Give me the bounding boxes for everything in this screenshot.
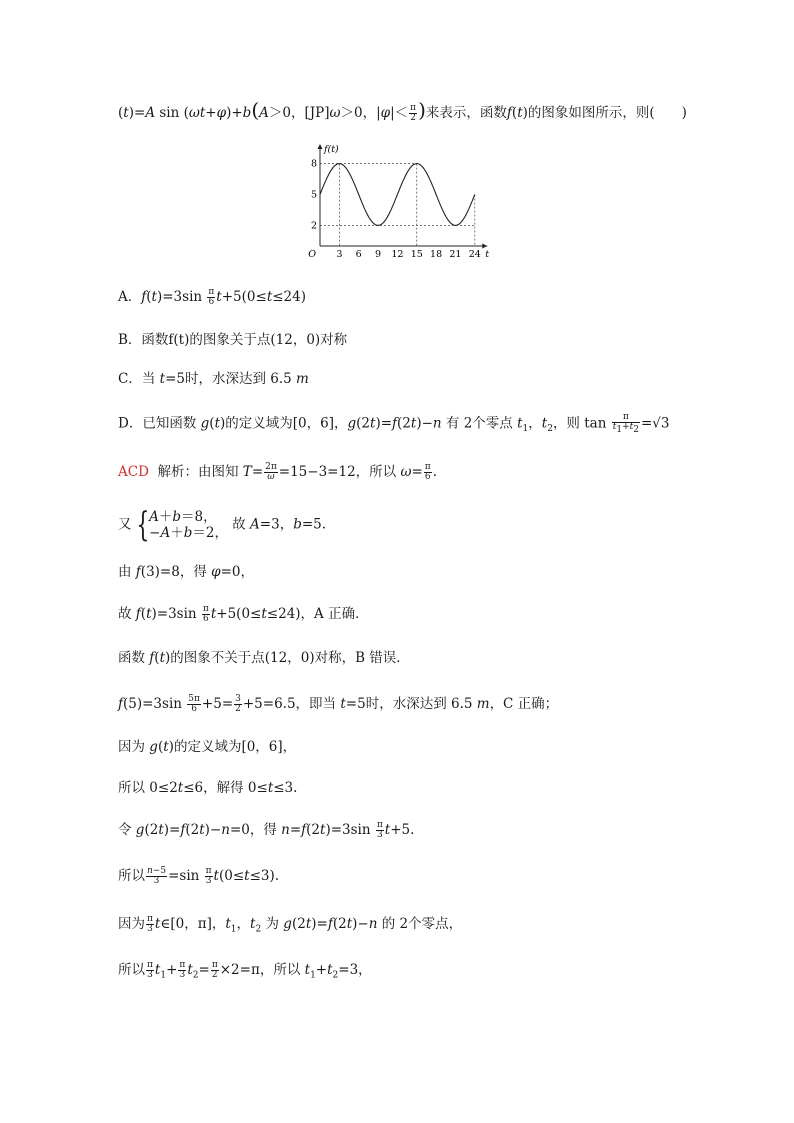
x-tick-label: 21 bbox=[449, 249, 462, 260]
function-graph bbox=[300, 140, 500, 260]
solution-line-1: ACD 解析：由图知 T= $\frac{2\pi}{\omega}$ =15−3=12，所以 ω= $\frac{\pi}{6}$ . bbox=[118, 462, 437, 482]
option-a: A．f(t)=3sin $\frac{\pi}{6}$ t+5(0≤t≤24) bbox=[118, 287, 307, 307]
solution-line-11: 因为 $\frac{\pi}{3}$ t∈[0，π]，$t_1$，$t_2$ 为 g(2t)=f(2t)−n 的 2个零点， bbox=[118, 914, 463, 935]
option-d: D．已知函数 g(t)的定义域为[0，6]，g(2t)=f(2t)−n 有 2个零点 $t_1$，$t_2$，则 tan $\frac{\pi}{t_1+t_2}$ =√3 bbox=[118, 412, 670, 435]
sine-curve bbox=[320, 164, 475, 226]
y-axis-arrow bbox=[318, 144, 323, 149]
solution-line-5: 函数 f(t)的图象不关于点(12，0)对称，B 错误． bbox=[118, 650, 410, 666]
x-tick-label: 6 bbox=[355, 249, 362, 260]
y-tick-label: 5 bbox=[310, 189, 317, 201]
x-tick-label: 18 bbox=[430, 249, 443, 260]
solution-line-8: 所以 0≤2t≤6，解得 0≤t≤3. bbox=[118, 780, 298, 796]
x-axis-label: t bbox=[485, 249, 490, 260]
y-tick-label: 8 bbox=[310, 158, 317, 170]
x-tick-label: 9 bbox=[375, 249, 382, 260]
x-tick-label: 24 bbox=[468, 249, 481, 260]
solution-line-6: f(5)=3sin $\frac{5\pi}{6}$ +5= $\frac{3}{2}$ +5=6.5，即当 t=5时，水深达到 6.5 m，C 正确； bbox=[118, 694, 559, 714]
x-tick-label: 3 bbox=[336, 249, 343, 260]
solution-line-9: 令 g(2t)=f(2t)−n=0，得 n=f(2t)=3sin $\frac{\pi}{3}$ t+5. bbox=[118, 820, 415, 840]
solution-line-7: 因为 g(t)的定义域为[0，6]， bbox=[118, 739, 297, 755]
option-b: B．函数f(t)的图象关于点(12，0)对称 bbox=[118, 332, 348, 348]
answer-label: ACD bbox=[118, 464, 149, 480]
option-c: C．当 t=5时，水深达到 6.5 m bbox=[118, 371, 309, 387]
analysis-label: 解析： bbox=[157, 464, 198, 480]
x-axis-arrow bbox=[482, 244, 487, 249]
solution-line-10: 所以 $\frac{n-5}{3}$ =sin $\frac{\pi}{3}$ t(0≤t≤3). bbox=[118, 866, 280, 886]
y-tick-label: 2 bbox=[310, 220, 317, 232]
solution-line-4: 故 f(t)=3sin $\frac{\pi}{6}$ t+5(0≤t≤24)，A 正确． bbox=[118, 604, 369, 624]
x-tick-label: 15 bbox=[410, 249, 423, 260]
x-tick-label: 12 bbox=[391, 249, 404, 260]
solution-line-12: 所以 $\frac{\pi}{3}$ $t_1+$ $\frac{\pi}{3}$ $t_2=$ $\frac{\pi}{2}$ ×2=π，所以 $t_1+t_2=3$， bbox=[118, 960, 372, 981]
y-axis-label: f(t) bbox=[324, 144, 339, 155]
solution-line-2: 又 {A＋b＝8， −A＋b＝2， 故 A=3，b=5. bbox=[118, 505, 327, 545]
origin-label: O bbox=[308, 249, 316, 260]
solution-line-3: 由 f(3)=8，得 φ=0， bbox=[118, 564, 254, 580]
question-stem: (t)=A sin (ωt+φ)+b(A＞0，[JP]ω＞0，|φ|＜ $\frac{\pi}{2}$ )来表示，函数f(t)的图象如图所示，则( ) bbox=[118, 98, 687, 123]
